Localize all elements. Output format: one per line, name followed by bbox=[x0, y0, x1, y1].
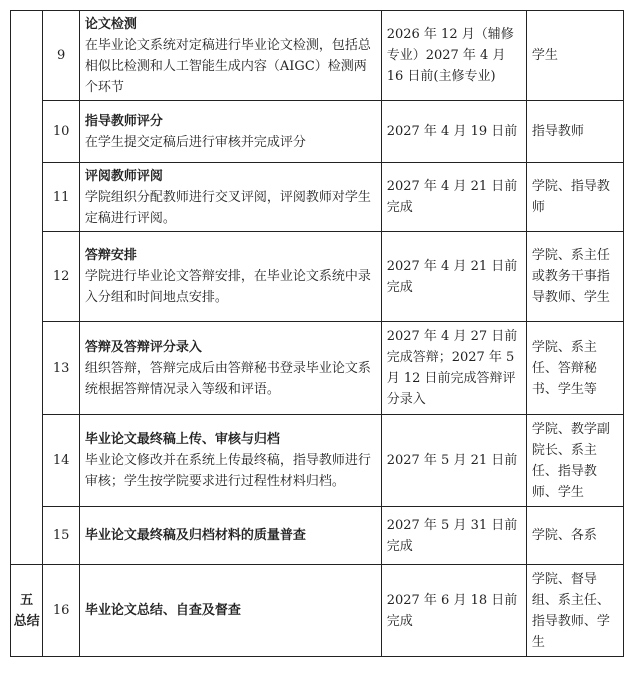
task-title: 评阅教师评阅 bbox=[84, 168, 163, 184]
deadline-cell: 2026 年 12 月（辅修专业）2027 年 4 月 16 日前(主修专业) bbox=[381, 11, 526, 101]
task-title: 答辩安排 bbox=[84, 248, 137, 263]
table-row bbox=[11, 507, 624, 565]
task-description: 组织答辩，答辩完成后由答辩秘书登录毕业论文系统根据答辩情况录入等级和评语。 bbox=[84, 360, 371, 397]
task-cell bbox=[79, 415, 381, 507]
task-cell bbox=[79, 101, 381, 163]
row-number: 11 bbox=[43, 163, 80, 232]
responsible-cell: 学院、指导教师 bbox=[526, 163, 623, 232]
task-title: 答辩及答辩评分录入 bbox=[84, 339, 202, 355]
row-number: 15 bbox=[43, 507, 80, 565]
table-row bbox=[11, 565, 624, 657]
task-cell bbox=[79, 322, 381, 415]
task-description: 学院组织分配教师进行交叉评阅，评阅教师对学生定稿进行评阅。 bbox=[84, 189, 371, 226]
deadline-cell: 2027 年 4 月 19 日前 bbox=[381, 101, 526, 163]
task-title: 论文检测 bbox=[84, 16, 137, 32]
task-title: 毕业论文最终稿及归档材料的质量普查 bbox=[84, 528, 306, 543]
phase-title: 总结 bbox=[13, 613, 40, 629]
row-number: 12 bbox=[43, 232, 80, 322]
table-row bbox=[11, 163, 624, 232]
responsible-cell: 学院、系主任或教务干事指导教师、学生 bbox=[526, 232, 623, 322]
responsible-cell: 学院、系主任、答辩秘书、学生等 bbox=[526, 322, 623, 415]
responsible-cell: 指导教师 bbox=[526, 101, 623, 163]
task-cell bbox=[79, 11, 381, 101]
table-row bbox=[11, 232, 624, 322]
table-row bbox=[11, 101, 624, 163]
table-row bbox=[11, 415, 624, 507]
phase-number: 五 bbox=[20, 592, 34, 608]
responsible-cell: 学院、督导组、系主任、指导教师、学生 bbox=[526, 565, 623, 657]
deadline-cell: 2027 年 4 月 21 日前完成 bbox=[381, 232, 526, 322]
row-number: 9 bbox=[43, 11, 80, 101]
table-row bbox=[11, 11, 624, 101]
row-number: 16 bbox=[43, 565, 80, 657]
deadline-cell: 2027 年 5 月 21 日前 bbox=[381, 415, 526, 507]
table-row bbox=[11, 322, 624, 415]
schedule-table bbox=[10, 10, 624, 657]
responsible-cell: 学院、教学副院长、系主任、指导教师、学生 bbox=[526, 415, 623, 507]
task-description: 毕业论文修改并在系统上传最终稿，指导教师进行审核；学生按学院要求进行过程性材料归档。 bbox=[84, 453, 371, 489]
row-number: 10 bbox=[43, 101, 80, 163]
task-cell bbox=[79, 163, 381, 232]
responsible-cell: 学生 bbox=[526, 11, 623, 101]
deadline-cell: 2027 年 6 月 18 日前完成 bbox=[381, 565, 526, 657]
row-number: 13 bbox=[43, 322, 80, 415]
responsible-cell: 学院、各系 bbox=[526, 507, 623, 565]
deadline-cell: 2027 年 4 月 27 日前完成答辩；2027 年 5 月 12 日前完成答辩评分录入 bbox=[381, 322, 526, 415]
phase-cell-blank bbox=[11, 11, 43, 565]
task-description: 在毕业论文系统对定稿进行毕业论文检测，包括总相似比检测和人工智能生成内容（AIGC）检测两个环节 bbox=[84, 37, 371, 95]
row-number: 14 bbox=[43, 415, 80, 507]
task-cell bbox=[79, 507, 381, 565]
task-title: 指导教师评分 bbox=[84, 113, 163, 129]
task-title: 毕业论文最终稿上传、审核与归档 bbox=[84, 432, 280, 447]
task-description: 学院进行毕业论文答辩安排，在毕业论文系统中录入分组和时间地点安排。 bbox=[84, 269, 371, 305]
deadline-cell: 2027 年 5 月 31 日前完成 bbox=[381, 507, 526, 565]
task-description: 在学生提交定稿后进行审核并完成评分 bbox=[84, 134, 306, 150]
task-cell bbox=[79, 565, 381, 657]
phase-cell-summary bbox=[11, 565, 43, 657]
task-title: 毕业论文总结、自查及督查 bbox=[84, 603, 241, 618]
deadline-cell: 2027 年 4 月 21 日前完成 bbox=[381, 163, 526, 232]
task-cell bbox=[79, 232, 381, 322]
